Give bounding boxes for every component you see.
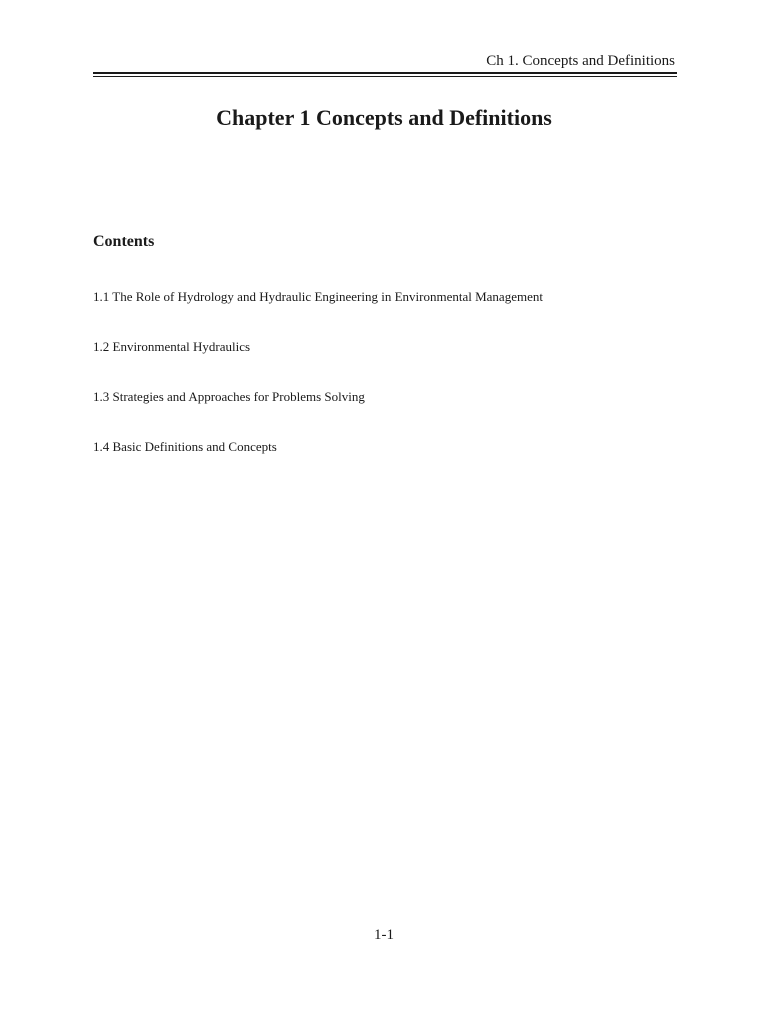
running-header: Ch 1. Concepts and Definitions [486,53,675,69]
toc-item-1-3: 1.3 Strategies and Approaches for Problems Solving [93,389,365,404]
page-number: 1-1 [374,927,394,943]
chapter-title: Chapter 1 Concepts and Definitions [216,105,552,130]
table-of-contents [93,289,543,489]
contents-heading: Contents [93,233,155,250]
toc-item-1-4: 1.4 Basic Definitions and Concepts [93,439,277,454]
toc-item-1-2: 1.2 Environmental Hydraulics [93,339,251,354]
toc-item-1-1: 1.1 The Role of Hydrology and Hydraulic Engineering in Environmental Management [93,289,543,304]
header-rule-thick [93,72,677,74]
header-rule-thin [93,76,677,77]
